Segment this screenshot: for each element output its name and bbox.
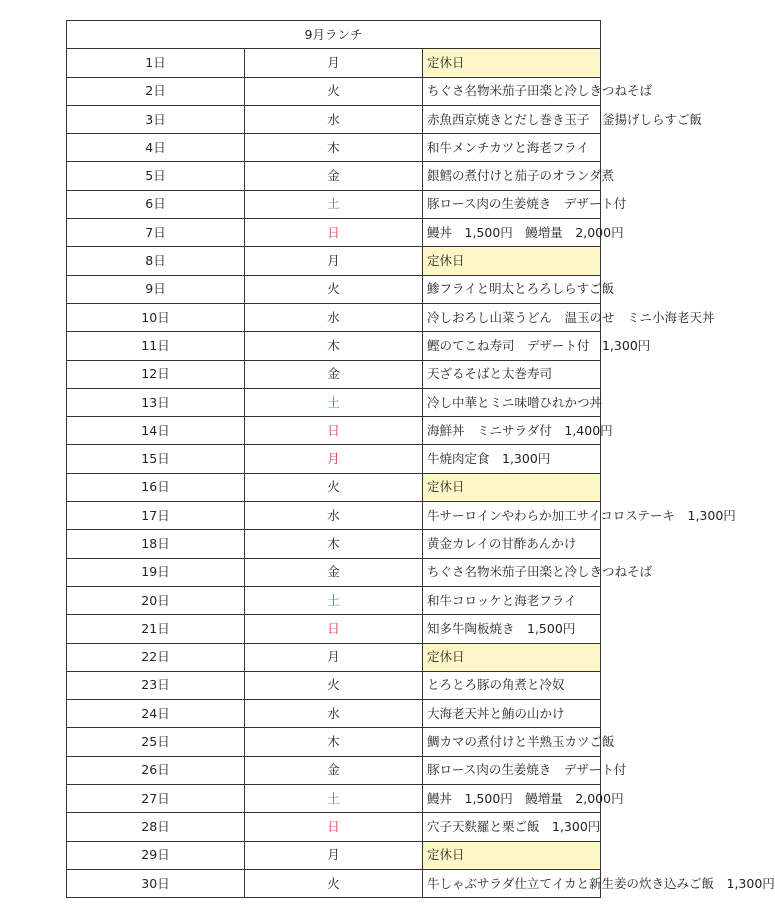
weekday-cell: 月 bbox=[245, 247, 423, 275]
menu-row bbox=[67, 105, 601, 133]
menu-title: 9月ランチ bbox=[67, 21, 601, 49]
menu-item-cell: 豚ロース肉の生姜焼き デザート付 bbox=[423, 190, 601, 218]
closed-day-cell: 定休日 bbox=[423, 473, 601, 501]
date-cell: 14日 bbox=[67, 417, 245, 445]
menu-row bbox=[67, 417, 601, 445]
date-cell: 21日 bbox=[67, 615, 245, 643]
menu-row bbox=[67, 247, 601, 275]
menu-item-cell: 鰻丼 1,500円 鰻増量 2,000円 bbox=[423, 785, 601, 813]
menu-row bbox=[67, 841, 601, 869]
menu-item-cell: 鯵フライと明太とろろしらすご飯 bbox=[423, 275, 601, 303]
menu-row bbox=[67, 388, 601, 416]
weekday-cell: 金 bbox=[245, 162, 423, 190]
menu-row bbox=[67, 586, 601, 614]
date-cell: 12日 bbox=[67, 360, 245, 388]
menu-row bbox=[67, 303, 601, 331]
menu-item-cell: 和牛メンチカツと海老フライ bbox=[423, 134, 601, 162]
menu-row bbox=[67, 332, 601, 360]
date-cell: 16日 bbox=[67, 473, 245, 501]
menu-item-cell: とろとろ豚の角煮と冷奴 bbox=[423, 671, 601, 699]
menu-row bbox=[67, 134, 601, 162]
menu-item-cell: 海鮮丼 ミニサラダ付 1,400円 bbox=[423, 417, 601, 445]
menu-item-cell: ちぐさ名物米茄子田楽と冷しきつねそば bbox=[423, 77, 601, 105]
menu-item-cell: 和牛コロッケと海老フライ bbox=[423, 586, 601, 614]
menu-item-cell: 冷し中華とミニ味噌ひれかつ丼 bbox=[423, 388, 601, 416]
date-cell: 6日 bbox=[67, 190, 245, 218]
date-cell: 24日 bbox=[67, 700, 245, 728]
weekday-cell: 月 bbox=[245, 643, 423, 671]
weekday-cell: 水 bbox=[245, 105, 423, 133]
date-cell: 29日 bbox=[67, 841, 245, 869]
menu-row bbox=[67, 77, 601, 105]
menu-item-cell: 穴子天麩羅と栗ご飯 1,300円 bbox=[423, 813, 601, 841]
weekday-cell: 日 bbox=[245, 813, 423, 841]
weekday-cell: 日 bbox=[245, 417, 423, 445]
menu-row bbox=[67, 615, 601, 643]
date-cell: 27日 bbox=[67, 785, 245, 813]
menu-row bbox=[67, 728, 601, 756]
menu-row bbox=[67, 869, 601, 897]
closed-day-cell: 定休日 bbox=[423, 49, 601, 77]
menu-row bbox=[67, 756, 601, 784]
closed-day-cell: 定休日 bbox=[423, 247, 601, 275]
menu-item-cell: 鰻丼 1,500円 鰻増量 2,000円 bbox=[423, 219, 601, 247]
menu-item-cell: 大海老天丼と鮪の山かけ bbox=[423, 700, 601, 728]
menu-row bbox=[67, 445, 601, 473]
weekday-cell: 日 bbox=[245, 219, 423, 247]
menu-item-cell: 牛サーロインやわらか加工サイコロステーキ 1,300円 bbox=[423, 502, 601, 530]
weekday-cell: 日 bbox=[245, 615, 423, 643]
menu-row bbox=[67, 643, 601, 671]
closed-day-cell: 定休日 bbox=[423, 643, 601, 671]
menu-row bbox=[67, 785, 601, 813]
menu-row bbox=[67, 219, 601, 247]
date-cell: 10日 bbox=[67, 303, 245, 331]
menu-row bbox=[67, 473, 601, 501]
date-cell: 5日 bbox=[67, 162, 245, 190]
menu-row bbox=[67, 558, 601, 586]
date-cell: 4日 bbox=[67, 134, 245, 162]
menu-item-cell: 鯛カマの煮付けと半熟玉カツご飯 bbox=[423, 728, 601, 756]
weekday-cell: 金 bbox=[245, 558, 423, 586]
date-cell: 25日 bbox=[67, 728, 245, 756]
date-cell: 15日 bbox=[67, 445, 245, 473]
menu-item-cell: 豚ロース肉の生姜焼き デザート付 bbox=[423, 756, 601, 784]
menu-row bbox=[67, 700, 601, 728]
menu-row bbox=[67, 275, 601, 303]
menu-item-cell: 天ざるそばと太巻寿司 bbox=[423, 360, 601, 388]
weekday-cell: 月 bbox=[245, 841, 423, 869]
weekday-cell: 水 bbox=[245, 502, 423, 530]
date-cell: 22日 bbox=[67, 643, 245, 671]
menu-row bbox=[67, 671, 601, 699]
weekday-cell: 金 bbox=[245, 360, 423, 388]
date-cell: 2日 bbox=[67, 77, 245, 105]
date-cell: 7日 bbox=[67, 219, 245, 247]
date-cell: 8日 bbox=[67, 247, 245, 275]
menu-item-cell: 黄金カレイの甘酢あんかけ bbox=[423, 530, 601, 558]
menu-item-cell: 鰹のてこね寿司 デザート付 1,300円 bbox=[423, 332, 601, 360]
weekday-cell: 土 bbox=[245, 190, 423, 218]
menu-row bbox=[67, 49, 601, 77]
date-cell: 11日 bbox=[67, 332, 245, 360]
menu-row bbox=[67, 190, 601, 218]
weekday-cell: 土 bbox=[245, 785, 423, 813]
date-cell: 20日 bbox=[67, 586, 245, 614]
weekday-cell: 火 bbox=[245, 77, 423, 105]
menu-item-cell: 冷しおろし山菜うどん 温玉のせ ミニ小海老天丼 bbox=[423, 303, 601, 331]
closed-day-cell: 定休日 bbox=[423, 841, 601, 869]
menu-row bbox=[67, 530, 601, 558]
menu-item-cell: 赤魚西京焼きとだし巻き玉子 釜揚げしらすご飯 bbox=[423, 105, 601, 133]
weekday-cell: 木 bbox=[245, 332, 423, 360]
menu-item-cell: 知多牛陶板焼き 1,500円 bbox=[423, 615, 601, 643]
menu-row bbox=[67, 360, 601, 388]
weekday-cell: 金 bbox=[245, 756, 423, 784]
date-cell: 26日 bbox=[67, 756, 245, 784]
menu-row bbox=[67, 162, 601, 190]
weekday-cell: 木 bbox=[245, 728, 423, 756]
weekday-cell: 水 bbox=[245, 700, 423, 728]
weekday-cell: 火 bbox=[245, 671, 423, 699]
weekday-cell: 火 bbox=[245, 275, 423, 303]
menu-row bbox=[67, 813, 601, 841]
weekday-cell: 木 bbox=[245, 134, 423, 162]
weekday-cell: 火 bbox=[245, 473, 423, 501]
weekday-cell: 土 bbox=[245, 586, 423, 614]
date-cell: 23日 bbox=[67, 671, 245, 699]
weekday-cell: 水 bbox=[245, 303, 423, 331]
title-row bbox=[67, 21, 601, 49]
weekday-cell: 土 bbox=[245, 388, 423, 416]
weekday-cell: 火 bbox=[245, 869, 423, 897]
menu-item-cell: 牛しゃぶサラダ仕立てイカと新生姜の炊き込みご飯 1,300円 bbox=[423, 869, 601, 897]
date-cell: 13日 bbox=[67, 388, 245, 416]
date-cell: 28日 bbox=[67, 813, 245, 841]
date-cell: 3日 bbox=[67, 105, 245, 133]
date-cell: 17日 bbox=[67, 502, 245, 530]
lunch-menu-table bbox=[66, 20, 775, 898]
weekday-cell: 月 bbox=[245, 49, 423, 77]
weekday-cell: 月 bbox=[245, 445, 423, 473]
date-cell: 30日 bbox=[67, 869, 245, 897]
menu-row bbox=[67, 502, 601, 530]
date-cell: 19日 bbox=[67, 558, 245, 586]
menu-item-cell: 牛焼肉定食 1,300円 bbox=[423, 445, 601, 473]
date-cell: 1日 bbox=[67, 49, 245, 77]
date-cell: 18日 bbox=[67, 530, 245, 558]
lunch-menu-body bbox=[67, 21, 775, 898]
weekday-cell: 木 bbox=[245, 530, 423, 558]
menu-item-cell: ちぐさ名物米茄子田楽と冷しきつねそば bbox=[423, 558, 601, 586]
date-cell: 9日 bbox=[67, 275, 245, 303]
menu-item-cell: 銀鱈の煮付けと茄子のオランダ煮 bbox=[423, 162, 601, 190]
